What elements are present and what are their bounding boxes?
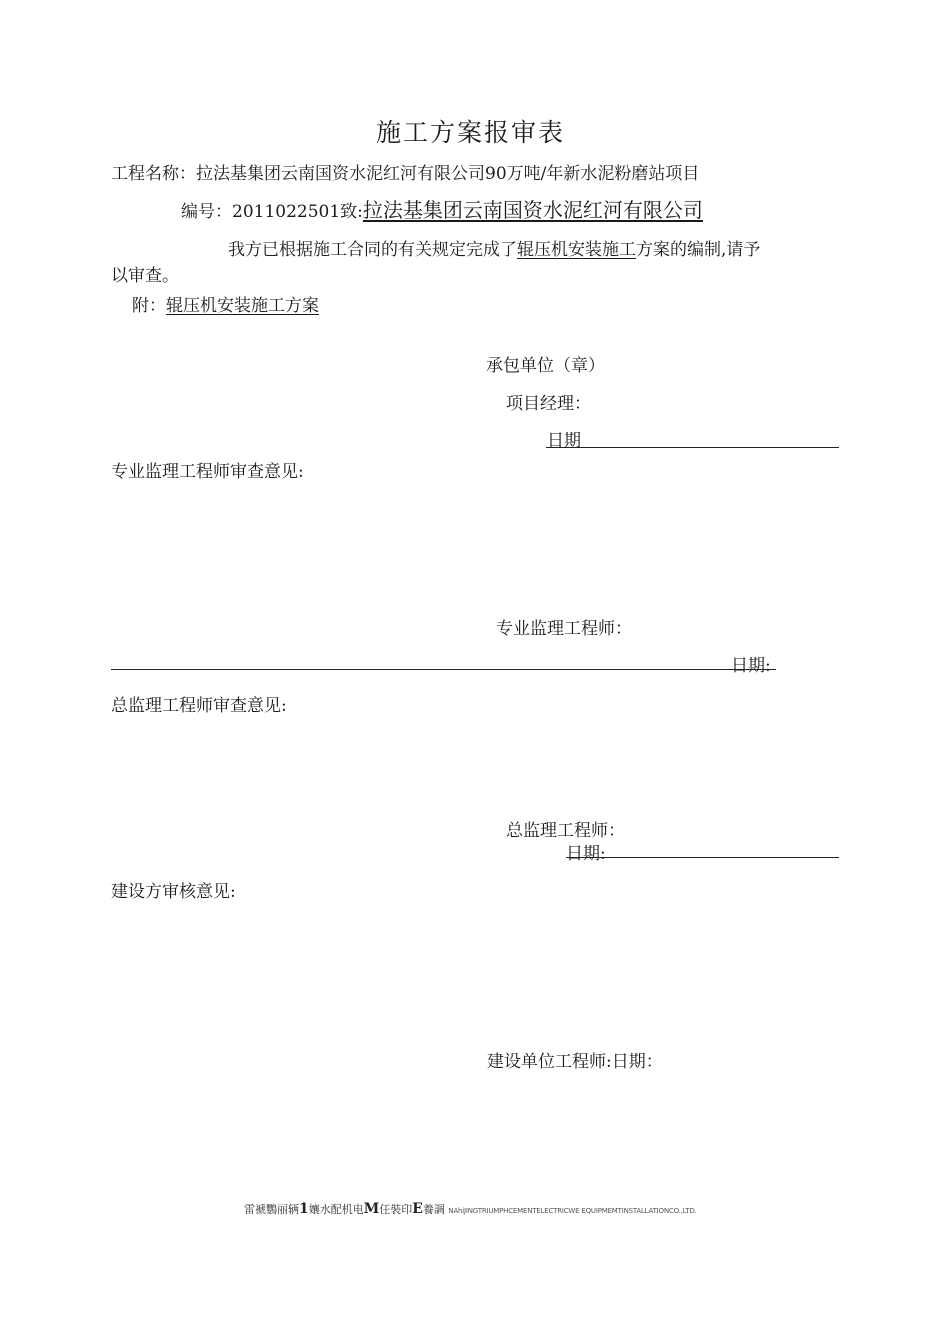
chief-date-line [566,857,839,858]
recipient-label: 致: [340,202,363,222]
number-label: 编号： [181,202,232,222]
number-value: 2011022501 [232,202,341,222]
project-line [111,159,699,184]
plan-name: 辊压机安装施工 [517,240,636,260]
chief-review-heading: 总监理工程师审查意见: [111,696,287,716]
footer-part-5: 仼裝印 [379,1203,413,1216]
project-label: 工程名称： [111,164,196,184]
footer-part-7: 養調 [422,1203,445,1216]
specialist-date-label: 日期: [731,656,771,676]
body-suffix: 方案的编制,请予 [636,240,761,260]
recipient-name: 拉法基集团云南国资水泥红河有限公司 [362,198,703,222]
footer-part-3: 孃水配机电 [308,1203,364,1216]
owner-review-heading: 建设方审核意见: [111,882,236,902]
number-line [181,194,703,223]
footer-part-2: 1 [299,1201,309,1217]
company-footer [244,1201,697,1217]
contractor-date-label: 日期 [547,431,581,451]
footer-part-6: E [412,1201,423,1217]
footer-part-1: 雷褫鸚丽辆 [244,1203,299,1216]
contractor-unit: 承包单位（章） [486,356,605,376]
owner-signer-label: 建设单位工程师:日期： [487,1052,663,1072]
attachment-name: 辊压机安装施工方案 [166,296,319,316]
attachment-line [132,291,319,316]
contractor-date-line [546,447,839,448]
specialist-signer-label: 专业监理工程师： [496,619,632,639]
chief-signer-label: 总监理工程师： [506,821,625,841]
project-manager-label: 项目经理： [506,394,591,414]
footer-english-name: NAhiJINGTRIUMPHCEMENTELECTRICWE EQUIPMEMTINSTALLATIONCO.,LTD. [448,1207,697,1215]
attachment-label: 附： [132,296,166,316]
specialist-divider [111,669,776,670]
body-line-2: 以审查。 [111,266,179,286]
specialist-review-heading: 专业监理工程师审查意见: [111,462,304,482]
page-title: 施工方案报审表 [376,118,566,147]
body-line-1 [228,235,760,260]
footer-part-4: M [363,1201,380,1217]
chief-date-label: 日期: [566,844,606,864]
body-prefix: 我方已根据施工合同的有关规定完成了 [228,240,517,260]
project-name: 拉法基集团云南国资水泥红河有限公司90万吨/年新水泥粉磨站项目 [196,164,700,184]
